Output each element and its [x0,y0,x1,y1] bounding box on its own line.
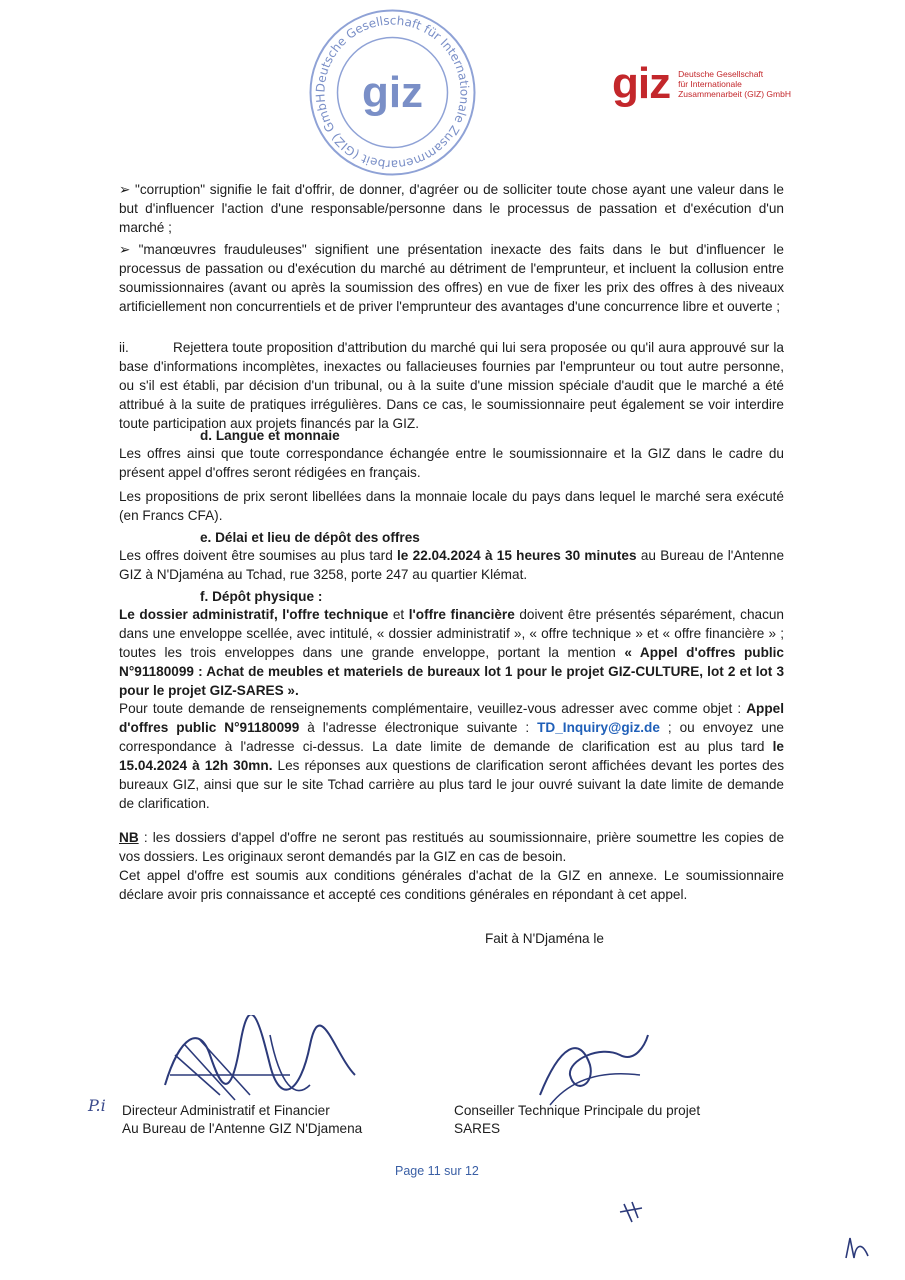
heading-langue-monnaie: d. Langue et monnaie [200,428,340,443]
stamp-ring-text: Deutsche Gesellschaft für Internationale Zusammenarbeit (GIZ) GmbH [313,13,472,172]
signature-right-icon [530,1025,650,1110]
rens-text-a: Pour toute demande de renseignements complémentaire, veuillez-vous adresser avec comme objet : [119,701,747,716]
paragraph-delai [119,546,784,584]
rejection-text: Rejettera toute proposition d'attribution du marché qui lui sera proposée ou qu'il aura approuvé sur la base d'informations incomplètes, inexactes ou fallacieuses fournies par l'emprunteur ou tout autre personne, ou s'il est établi, par décision d'un tribunal, ou à la suite d'une mission spéciale d'audit que le marché a été attribué à la suite de pratiques irrégulières. Dans ce cas, le soumissionnaire peut également se voir interdire toute participation aux projets financés par la GIZ. [119,340,784,431]
giz-logo [612,59,791,108]
paragraph-renseignements [119,699,784,813]
paragraph-fraud-text: ➢ "manœuvres frauduleuses" signifient une présentation inexacte des faits dans le but d'influencer le processus de passation ou d'exécution du marché au détriment de l'emprunteur, et incluent la collusion entre soumissionnaires (avant ou après la soumission des offres) en vue de fixer les prix des offres à des niveaux artificiellement non concurrentiels et de priver l'emprunteur des avantages d'une concurrence libre et ouverte ; [119,242,784,314]
paragraph-fraud [119,240,784,316]
paragraph-renseignements-text [119,699,784,813]
paragraph-rejection [119,338,784,433]
logo-line-3: Zusammenarbeit (GIZ) GmbH [678,89,791,99]
paragraph-corruption [119,180,784,237]
depot-text-b: et [388,607,409,622]
rens-bold-b: Appel d'offres public N°91180099 [119,701,784,735]
depot-text-d: doivent être présentés séparément, chacun dans une enveloppe scellée, avec intitulé, « dossier administratif », « offre technique » et « offre financière » ; toutes les trois enveloppes dans une grande enveloppe, portant la mention [119,607,784,660]
paragraph-nb-text [119,828,784,866]
deadline-date: le 22.04.2024 à 15 heures 30 minutes [397,548,637,563]
paragraph-corruption-text: ➢ "corruption" signifie le fait d'offrir, de donner, d'agréer ou de solliciter toute chose ayant une valeur dans le but d'influencer l'action d'une responsable/personne dans le processus de passation et d'exécution d'un marché ; [119,182,784,235]
email-link[interactable]: TD_Inquiry@giz.de [537,720,660,735]
list-number: ii. [119,340,129,355]
logo-line-1: Deutsche Gesellschaft [678,69,764,79]
delai-text-a: Les offres doivent être soumises au plus tard [119,548,398,563]
signatory-left [122,1102,362,1138]
rens-text-f: Les réponses aux questions de clarification seront affichées devant les portes des bureaux GIZ, ainsi que sur le site Tchad carrière au plus tard le jour ouvré suivant la date limite de demande de clarification. [119,758,784,811]
signatory-right [454,1102,766,1138]
depot-bold-c: l'offre financière [408,607,515,622]
fait-a-line: Fait à N'Djaména le [485,931,604,946]
paragraph-monnaie-text: Les propositions de prix seront libellées dans la monnaie locale du pays dans lequel le marché sera exécuté (en Francs CFA). [119,489,784,523]
signatory-right-title: Conseiller Technique Principale du projet [454,1103,701,1118]
paragraph-langue [119,444,784,482]
paragraph-rejection-text [119,338,784,433]
signatory-right-project: SARES [454,1121,501,1136]
handwritten-mark-icon [618,1198,646,1226]
nb-label: NB [119,830,139,845]
paragraph-delai-text [119,546,784,584]
depot-mention: « Appel d'offres public N°91180099 : Achat de meubles et materiels de bureaux lot 1 pour le projet GIZ-CULTURE, lot 2 et lot 3 pour le projet GIZ-SARES ». [119,645,784,698]
heading-depot-physique: f. Dépôt physique : [200,589,323,604]
giz-logo-text [678,69,791,99]
giz-logo-mark: giz [612,59,671,108]
paragraph-monnaie [119,487,784,525]
paragraph-depot [119,605,784,700]
paragraph-depot-text [119,605,784,700]
stamp-center-text: giz [361,68,424,117]
handwritten-initial-icon [842,1232,872,1262]
page-number: Page 11 sur 12 [395,1164,479,1178]
signature-left-icon [160,1015,360,1115]
rens-text-c: à l'adresse électronique suivante : [299,720,538,735]
pi-handwritten-prefix: P.i [88,1096,106,1115]
heading-delai-lieu: e. Délai et lieu de dépôt des offres [200,530,420,545]
signatory-left-title: Directeur Administratif et Financier [122,1103,330,1118]
delai-text-c: au Bureau de l'Antenne GIZ à N'Djaména au Tchad, rue 3258, porte 247 au quartier Klémat. [119,548,784,582]
rens-text-d: ; ou envoyez une correspondance à l'adresse ci-dessus. La date limite de demande de clarification est au plus tard [119,720,784,754]
nb-text-2: Cet appel d'offre est soumis aux conditions générales d'achat de la GIZ en annexe. Le soumissionnaire déclare avoir pris connaissance et accepté ces conditions générales en répondant à cet appel. [119,868,784,902]
paragraph-nb [119,828,784,904]
clarification-deadline: le 15.04.2024 à 12h 30mn. [119,739,784,773]
giz-stamp [305,5,480,180]
nb-text: : les dossiers d'appel d'offre ne seront pas restitués au soumissionnaire, prière soumettre les copies de vos dossiers. Les originaux seront demandés par la GIZ en cas de besoin. [119,830,784,864]
paragraph-langue-text: Les offres ainsi que toute correspondance échangée entre le soumissionnaire et la GIZ dans le cadre du présent appel d'offres seront rédigées en français. [119,446,784,480]
logo-line-2: für Internationale [678,79,742,89]
depot-bold-a: Le dossier administratif, l'offre technique [119,607,389,622]
signatory-left-office: Au Bureau de l'Antenne GIZ N'Djamena [122,1121,363,1136]
